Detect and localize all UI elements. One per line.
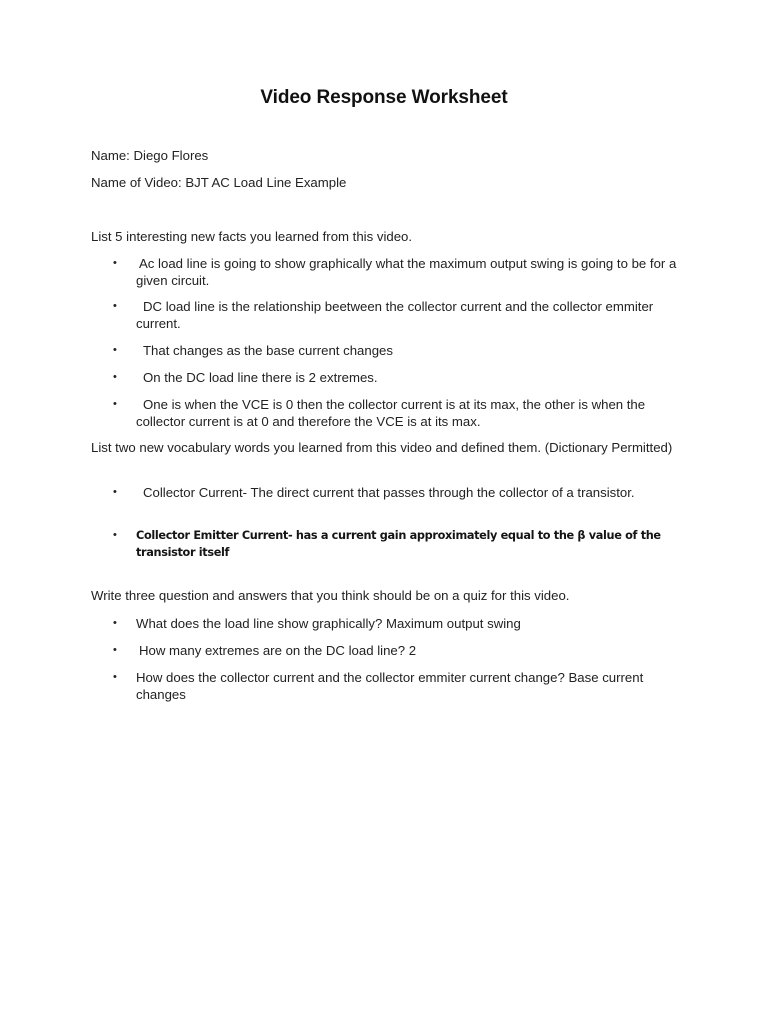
student-name: Name: Diego Flores (91, 148, 209, 163)
bullet-icon: • (113, 644, 117, 656)
quiz-text: What does the load line show graphically? Maximum output swing (136, 616, 521, 631)
video-name: Name of Video: BJT AC Load Line Example (91, 175, 347, 190)
vocab-prompt: List two new vocabulary words you learned from this video and defined them. (Dictionary Permitted) (91, 440, 673, 455)
bullet-icon: • (113, 300, 117, 312)
fact-text: Ac load line is going to show graphically what the maximum output swing is going to be for a given circuit. (136, 256, 677, 288)
bullet-icon: • (113, 371, 117, 383)
fact-text: DC load line is the relationship beetween the collector current and the collector emmiter current. (136, 299, 654, 331)
vocab-text: Collector Current- The direct current that passes through the collector of a transistor. (143, 485, 635, 500)
bullet-icon: • (113, 671, 117, 683)
bullet-icon: • (113, 486, 117, 498)
quiz-text: How many extremes are on the DC load line? 2 (139, 643, 417, 658)
quiz-prompt: Write three question and answers that you think should be on a quiz for this video. (91, 588, 570, 603)
bullet-icon: • (113, 529, 117, 541)
quiz-text: How does the collector current and the collector emmiter current change? Base current changes (136, 670, 644, 702)
bullet-icon: • (113, 344, 117, 356)
bullet-icon: • (113, 617, 117, 629)
fact-text: On the DC load line there is 2 extremes. (143, 370, 378, 385)
vocab-text: Collector Emitter Current- has a current gain approximately equal to the β value of the transistor itself (136, 529, 661, 559)
facts-prompt: List 5 interesting new facts you learned from this video. (91, 229, 413, 244)
fact-text: That changes as the base current changes (143, 343, 393, 358)
bullet-icon: • (113, 398, 117, 410)
fact-text: One is when the VCE is 0 then the collector current is at its max, the other is when the collector current is at 0 and therefore the VCE is at its max. (136, 397, 646, 429)
bullet-icon: • (113, 257, 117, 269)
page-title: Video Response Worksheet (260, 87, 508, 108)
